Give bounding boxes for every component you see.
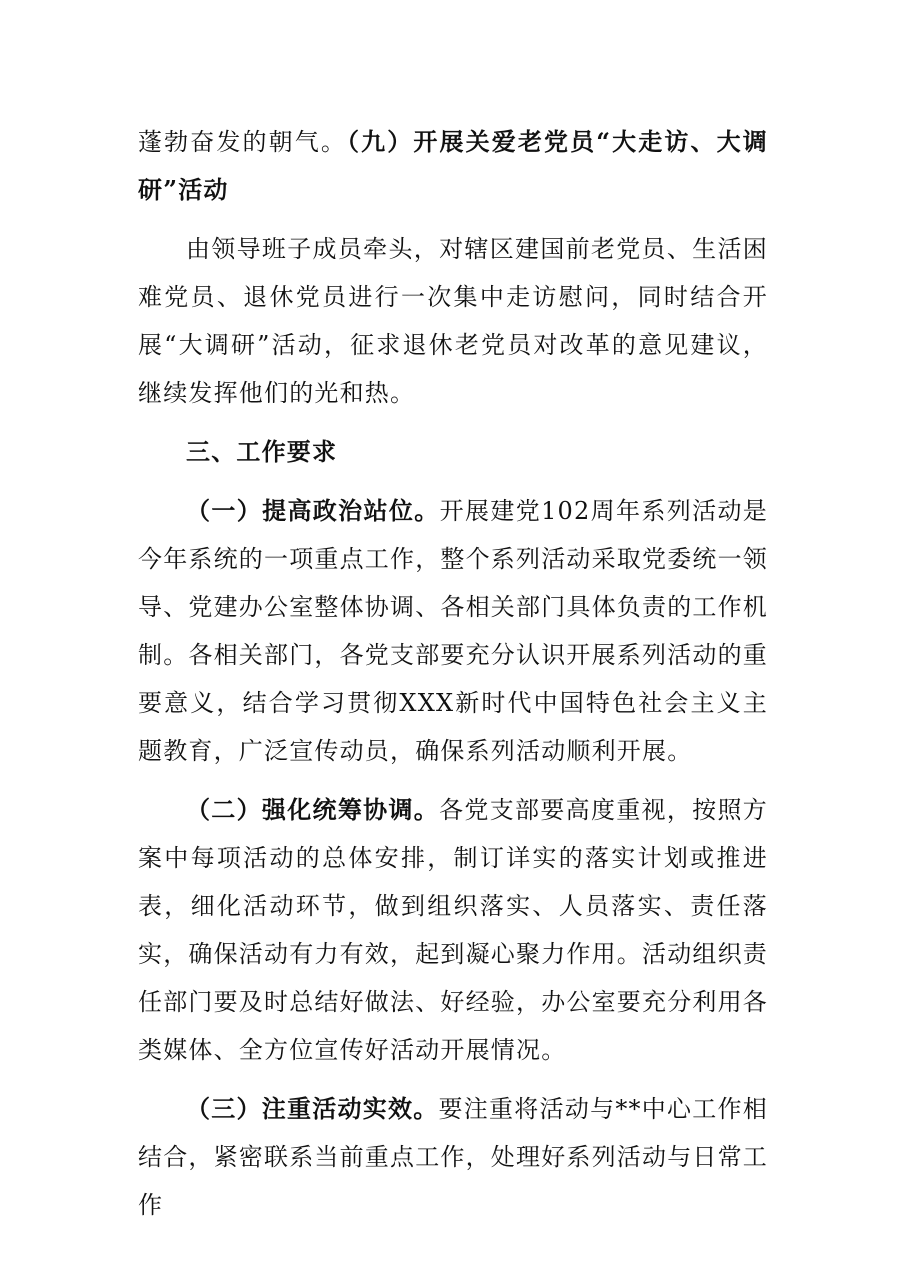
- section-heading-requirements: 三、工作要求: [186, 437, 338, 466]
- requirement-one-title: （一）提高政治站位。: [186, 496, 440, 525]
- requirement-two-title: （二）强化统筹协调。: [186, 795, 440, 824]
- paragraph-continuation: [138, 118, 768, 214]
- requirement-one-body: 开展建党102周年系列活动是今年系统的一项重点工作，整个系列活动采取党委统一领导、党建办公室整体协调、各相关部门具体负责的工作机制。各相关部门，各党支部要充分认识开展系列活动的重要意义，结合学习贯彻XXX新时代中国特色社会主义主题教育，广泛宣传动员，确保系列活动顺利开展。: [138, 497, 769, 765]
- paragraph-visit-old-members: 由领导班子成员牵头，对辖区建国前老党员、生活困难党员、退休党员进行一次集中走访慰问，同时结合开展“大调研”活动，征求退休老党员对改革的意见建议，继续发挥他们的光和热。: [138, 235, 768, 407]
- requirement-two-body: 各党支部要高度重视，按照方案中每项活动的总体安排，制订详实的落实计划或推进表，细化活动环节，做到组织落实、人员落实、责任落实，确保活动有力有效，起到凝心聚力作用。活动组织责任部门要及时总结好做法、好经验，办公室要充分利用各类媒体、全方位宣传好活动开展情况。: [138, 796, 768, 1064]
- paragraph-requirement-two: [138, 786, 768, 1074]
- document-body: [138, 118, 768, 1229]
- requirement-three-title: （三）注重活动实效。: [186, 1094, 439, 1123]
- requirement-three-body: 要注重将活动与**中心工作相结合，紧密联系当前重点工作，处理好系列活动与日常工作: [138, 1095, 768, 1219]
- paragraph-requirement-one: [138, 487, 768, 775]
- section-heading-nine: （九）开展关爱老党员“大走访、大调研”活动: [138, 127, 768, 204]
- paragraph-text: 蓬勃奋发的朝气。: [138, 128, 347, 156]
- paragraph-requirement-three: [138, 1085, 768, 1229]
